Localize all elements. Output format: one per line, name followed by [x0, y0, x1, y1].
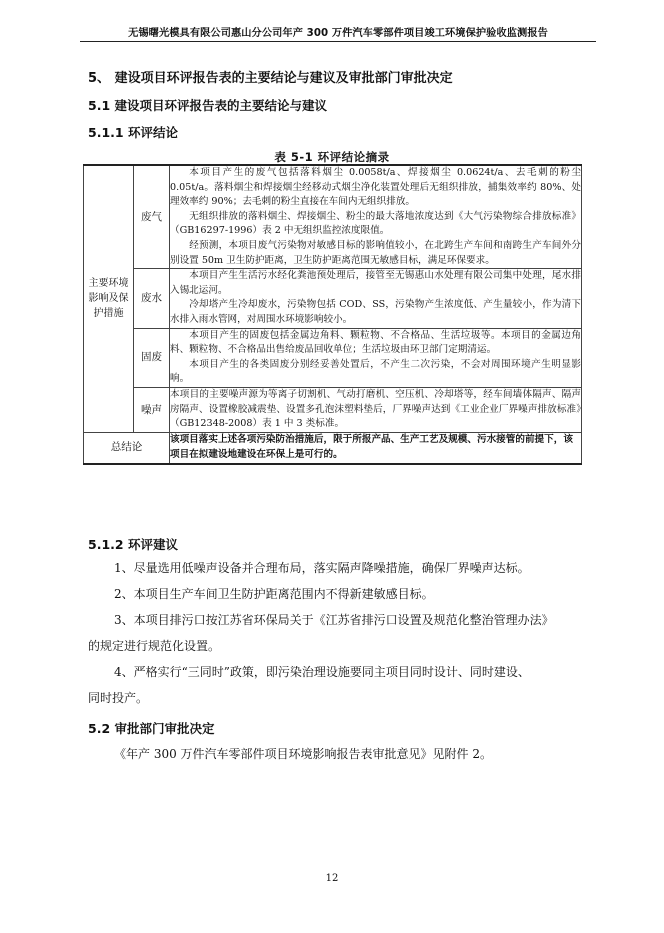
conclusion-table: [83, 164, 582, 465]
list-item-continuation: 的规定进行规范化设置。: [88, 639, 221, 653]
list-item: 1、尽量选用低噪声设备并合理布局，落实隔声降噪措施，确保厂界噪声达标。: [114, 561, 530, 575]
table-paragraph: 本项目产生的固废包括金属边角料、颗粒物、不合格品、生活垃圾等。本项目的金属边角料、颗粒物、不合格品出售给废品回收单位；生活垃圾由环卫部门定期清运。: [170, 329, 581, 356]
table-paragraph: 无组织排放的落料烟尘、焊接烟尘、粉尘的最大落地浓度达到《大气污染物综合排放标准》（GB16297-1996）表 2 中无组织监控浓度限值。: [170, 210, 581, 237]
noise-content: [170, 387, 582, 432]
table-row: [84, 432, 582, 464]
main-impact-label: 主要环境影响及保护措施: [84, 165, 134, 432]
approval-text: 《年产 300 万件汽车零部件项目环境影响报告表审批意见》见附件 2。: [114, 747, 492, 761]
table-paragraph: 本项目的主要噪声源为等离子切割机、气动打磨机、空压机、冷却塔等，经车间墙体隔声、隔声房隔声、设置橡胶减震垫、设置多孔泡沫塑料垫后，厂界噪声达到《工业企业厂界噪声排放标准》（GB12348-2008）表 1 中 3 类标准。: [170, 388, 581, 430]
table-paragraph: 经预测，本项目废气污染物对敏感目标的影响值较小，在北跨生产车间和南跨生产车间外分别设置 50m 卫生防护距离，卫生防护距离范围无敏感目标，满足环保要求。: [170, 239, 581, 266]
solid-waste-content: [170, 328, 582, 387]
table-row: [84, 387, 582, 432]
list-item-continuation: 同时投产。: [88, 691, 149, 705]
section-5-title: 5、 建设项目环评报告表的主要结论与建议及审批部门审批决定: [88, 71, 453, 86]
approval-paragraph: [88, 741, 588, 767]
summary-label: 总结论: [84, 432, 170, 464]
table-row: [84, 328, 582, 387]
waste-gas-content: [170, 165, 582, 269]
table-row: [84, 269, 582, 328]
page-header: 无锡曙光模具有限公司惠山分公司年产 300 万件汽车零部件项目竣工环境保护验收监测报告: [128, 28, 548, 39]
header-rule: [80, 41, 596, 42]
table-paragraph: 冷却塔产生冷却废水，污染物包括 COD、SS，污染物产生浓度低、产生量较小，作为清下水排入雨水管网，对周围水环境影响较小。: [170, 299, 581, 325]
section-5-1-2-title: 5.1.2 环评建议: [88, 537, 178, 552]
list-item: 2、本项目生产车间卫生防护距离范围内不得新建敏感目标。: [114, 587, 434, 601]
table-caption: 表 5-1 环评结论摘录: [274, 150, 390, 164]
section-5-1-title: 5.1 建设项目环评报告表的主要结论与建议: [88, 98, 327, 113]
recommendation-list: [88, 555, 588, 711]
summary-text: 该项目落实上述各项污染防治措施后，限于所报产品、生产工艺及规模、污水接管的前提下，该项目在拟建设地建设在环保上是可行的。: [170, 432, 582, 464]
category-noise: 噪声: [134, 387, 170, 432]
table-paragraph: 本项目产生的废气包括落料烟尘 0.0058t/a、焊接烟尘 0.0624t/a、去毛刺的粉尘 0.05t/a。落料烟尘和焊接烟尘经移动式烟尘净化装置处理后无组织排放，捕集效率约 80%、处理效率约 90%；去毛刺的粉尘直接在车间内无组织排放。: [170, 167, 581, 208]
table-paragraph: 本项目产生的各类固废分别经妥善处置后，不产生二次污染，不会对周围环境产生明显影响。: [170, 358, 581, 385]
table-row: [84, 165, 582, 269]
section-5-2-title: 5.2 审批部门审批决定: [88, 721, 215, 736]
page-number: 12: [325, 873, 339, 884]
category-waste-water: 废水: [134, 269, 170, 328]
waste-water-content: [170, 269, 582, 328]
category-waste-gas: 废气: [134, 165, 170, 269]
list-item: 4、严格实行“三同时”政策，即污染治理设施要同主项目同时设计、同时建设、: [114, 665, 530, 679]
section-5-1-1-title: 5.1.1 环评结论: [88, 125, 178, 140]
list-item: 3、本项目排污口按江苏省环保局关于《江苏省排污口设置及规范化整治管理办法》: [114, 613, 554, 627]
category-solid-waste: 固废: [134, 328, 170, 387]
table-paragraph: 本项目产生生活污水经化粪池预处理后，接管至无锡惠山水处理有限公司集中处理，尾水排入锡北运河。: [170, 270, 581, 296]
